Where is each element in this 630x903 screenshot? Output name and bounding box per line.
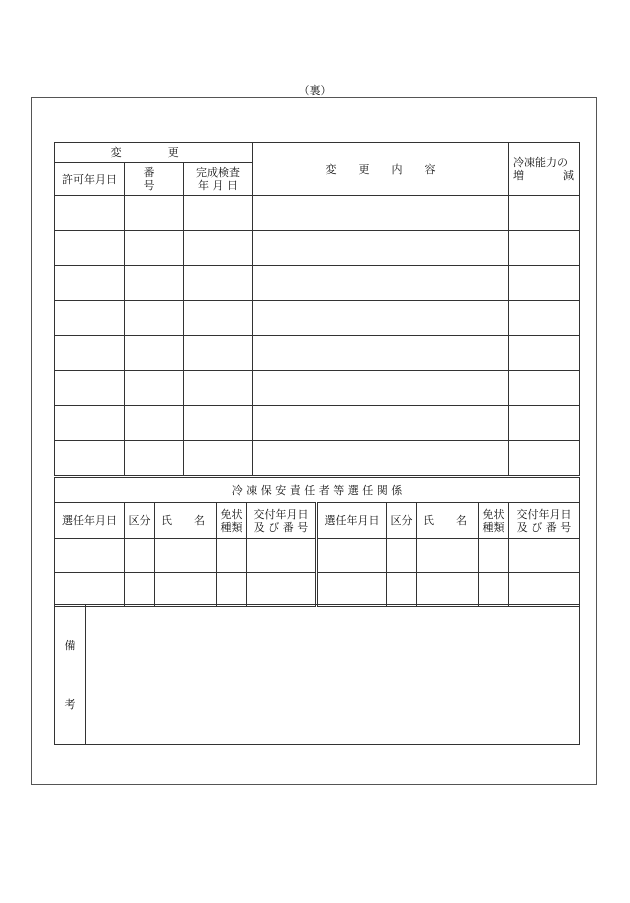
change-row bbox=[55, 371, 580, 406]
col-change-details: 変 更 内 容 bbox=[253, 143, 509, 196]
name-header: 氏 名 bbox=[417, 503, 479, 539]
license-type-header: 免状 種類 bbox=[479, 503, 509, 539]
details-cell[interactable] bbox=[253, 231, 509, 266]
details-cell[interactable] bbox=[253, 196, 509, 231]
appointment-cell[interactable] bbox=[317, 573, 387, 607]
appointment-cell[interactable] bbox=[55, 539, 125, 573]
appointment-cell[interactable] bbox=[479, 539, 509, 573]
col-number: 番 号 bbox=[125, 163, 184, 196]
number-cell[interactable] bbox=[125, 231, 184, 266]
capacity-cell[interactable] bbox=[509, 406, 580, 441]
appointment-cell[interactable] bbox=[247, 539, 317, 573]
capacity-cell[interactable] bbox=[509, 196, 580, 231]
capacity-cell[interactable] bbox=[509, 441, 580, 476]
details-cell[interactable] bbox=[253, 336, 509, 371]
inspection-date-cell[interactable] bbox=[184, 196, 253, 231]
appointment-cell[interactable] bbox=[417, 573, 479, 607]
remarks-field[interactable] bbox=[86, 605, 580, 745]
appointment-row bbox=[55, 573, 580, 607]
page-title: （裏） bbox=[298, 84, 332, 97]
inspection-date-cell[interactable] bbox=[184, 371, 253, 406]
appointment-cell[interactable] bbox=[125, 573, 155, 607]
capacity-cell[interactable] bbox=[509, 301, 580, 336]
inspection-date-cell[interactable] bbox=[184, 266, 253, 301]
details-cell[interactable] bbox=[253, 301, 509, 336]
appointment-row bbox=[55, 539, 580, 573]
appointment-title: 冷 凍 保 安 責 任 者 等 選 任 関 係 bbox=[55, 477, 580, 503]
permit-date-cell[interactable] bbox=[55, 406, 125, 441]
appointment-cell[interactable] bbox=[417, 539, 479, 573]
appointment-cell[interactable] bbox=[479, 573, 509, 607]
number-cell[interactable] bbox=[125, 441, 184, 476]
appoint-date-header: 選任年月日 bbox=[55, 503, 125, 539]
number-cell[interactable] bbox=[125, 336, 184, 371]
issue-date-header: 交付年月日 及 び 番 号 bbox=[509, 503, 580, 539]
permit-date-cell[interactable] bbox=[55, 441, 125, 476]
name-header: 氏 名 bbox=[155, 503, 217, 539]
details-cell[interactable] bbox=[253, 371, 509, 406]
appointment-cell[interactable] bbox=[387, 573, 417, 607]
number-cell[interactable] bbox=[125, 266, 184, 301]
remarks-label: 備 考 bbox=[55, 605, 86, 745]
capacity-cell[interactable] bbox=[509, 231, 580, 266]
col-capacity-change: 冷凍能力の 増 減 bbox=[509, 143, 580, 196]
permit-date-cell[interactable] bbox=[55, 336, 125, 371]
appointment-cell[interactable] bbox=[55, 573, 125, 607]
change-row bbox=[55, 196, 580, 231]
details-cell[interactable] bbox=[253, 266, 509, 301]
change-row bbox=[55, 441, 580, 476]
capacity-cell[interactable] bbox=[509, 371, 580, 406]
remarks-table bbox=[54, 604, 580, 745]
permit-date-cell[interactable] bbox=[55, 196, 125, 231]
change-row bbox=[55, 231, 580, 266]
details-cell[interactable] bbox=[253, 406, 509, 441]
number-cell[interactable] bbox=[125, 196, 184, 231]
permit-date-cell[interactable] bbox=[55, 231, 125, 266]
details-cell[interactable] bbox=[253, 441, 509, 476]
appointment-cell[interactable] bbox=[155, 539, 217, 573]
change-row bbox=[55, 336, 580, 371]
appointment-cell[interactable] bbox=[155, 573, 217, 607]
permit-date-cell[interactable] bbox=[55, 301, 125, 336]
appointment-cell[interactable] bbox=[247, 573, 317, 607]
change-row bbox=[55, 301, 580, 336]
col-inspection-date: 完成検査 年 月 日 bbox=[184, 163, 253, 196]
license-type-header: 免状 種類 bbox=[217, 503, 247, 539]
category-header: 区分 bbox=[125, 503, 155, 539]
appointment-cell[interactable] bbox=[509, 539, 580, 573]
appointment-cell[interactable] bbox=[387, 539, 417, 573]
permit-date-cell[interactable] bbox=[55, 371, 125, 406]
change-row bbox=[55, 406, 580, 441]
change-group-header: 変 更 bbox=[55, 143, 253, 163]
number-cell[interactable] bbox=[125, 301, 184, 336]
inspection-date-cell[interactable] bbox=[184, 336, 253, 371]
capacity-cell[interactable] bbox=[509, 336, 580, 371]
inspection-date-cell[interactable] bbox=[184, 406, 253, 441]
category-header: 区分 bbox=[387, 503, 417, 539]
change-history-table bbox=[54, 142, 580, 476]
appointment-table bbox=[54, 475, 580, 607]
number-cell[interactable] bbox=[125, 406, 184, 441]
capacity-cell[interactable] bbox=[509, 266, 580, 301]
number-cell[interactable] bbox=[125, 371, 184, 406]
permit-date-cell[interactable] bbox=[55, 266, 125, 301]
col-permit-date: 許可年月日 bbox=[55, 163, 125, 196]
change-row bbox=[55, 266, 580, 301]
appointment-cell[interactable] bbox=[125, 539, 155, 573]
appointment-cell[interactable] bbox=[217, 573, 247, 607]
appoint-date-header: 選任年月日 bbox=[317, 503, 387, 539]
issue-date-header: 交付年月日 及 び 番 号 bbox=[247, 503, 317, 539]
appointment-cell[interactable] bbox=[317, 539, 387, 573]
inspection-date-cell[interactable] bbox=[184, 441, 253, 476]
inspection-date-cell[interactable] bbox=[184, 231, 253, 266]
inspection-date-cell[interactable] bbox=[184, 301, 253, 336]
appointment-cell[interactable] bbox=[509, 573, 580, 607]
appointment-cell[interactable] bbox=[217, 539, 247, 573]
